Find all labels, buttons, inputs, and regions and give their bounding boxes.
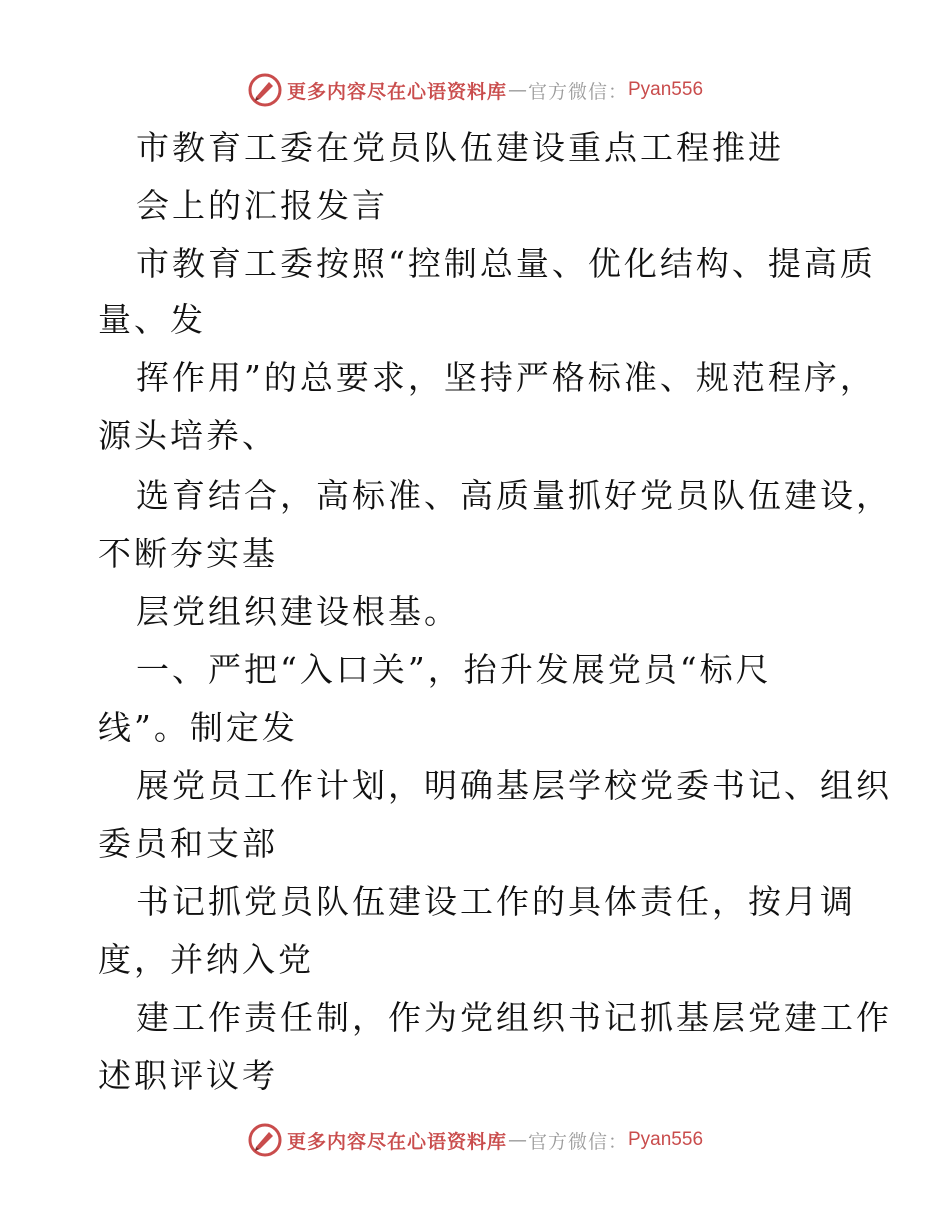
body-line-4: 量、发	[98, 300, 206, 339]
watermark-wechat-id: Pyan556	[628, 79, 704, 100]
body-line-9: 层党组织建设根基。	[136, 592, 460, 631]
watermark-dash: —	[507, 79, 527, 101]
body-line-14: 书记抓党员队伍建设工作的具体责任，按月调	[136, 882, 856, 921]
watermark-wechat-label: 官方微信：	[527, 80, 628, 103]
body-line-16: 建工作责任制，作为党组织书记抓基层党建工作	[136, 998, 892, 1037]
pen-logo-icon	[247, 1122, 283, 1158]
body-line-15: 度，并纳入党	[98, 940, 314, 979]
watermark-title: 更多内容尽在心语资料库	[286, 80, 507, 103]
watermark-dash: —	[507, 1129, 527, 1151]
body-line-5: 挥作用”的总要求，坚持严格标准、规范程序，	[136, 358, 876, 397]
watermark-title: 更多内容尽在心语资料库	[286, 1130, 507, 1153]
body-line-6: 源头培养、	[98, 416, 278, 455]
watermark-wechat-label: 官方微信：	[527, 1130, 628, 1153]
pen-logo-icon	[247, 72, 283, 108]
body-line-11: 线”。制定发	[98, 708, 298, 747]
body-line-13: 委员和支部	[98, 824, 278, 863]
title-line-1: 市教育工委在党员队伍建设重点工程推进	[136, 128, 784, 167]
body-line-17: 述职评议考	[98, 1056, 278, 1095]
body-line-12: 展党员工作计划，明确基层学校党委书记、组织	[136, 766, 892, 805]
body-line-3: 市教育工委按照“控制总量、优化结构、提高质	[136, 244, 876, 283]
header-watermark	[0, 70, 950, 110]
section-heading-line-10: 一、严把“入口关”，抬升发展党员“标尺	[136, 650, 772, 689]
body-line-7: 选育结合，高标准、高质量抓好党员队伍建设，	[136, 476, 892, 515]
watermark-wechat-id: Pyan556	[628, 1129, 704, 1150]
body-line-8: 不断夯实基	[98, 534, 278, 573]
footer-watermark	[0, 1120, 950, 1160]
title-line-2: 会上的汇报发言	[136, 186, 388, 225]
